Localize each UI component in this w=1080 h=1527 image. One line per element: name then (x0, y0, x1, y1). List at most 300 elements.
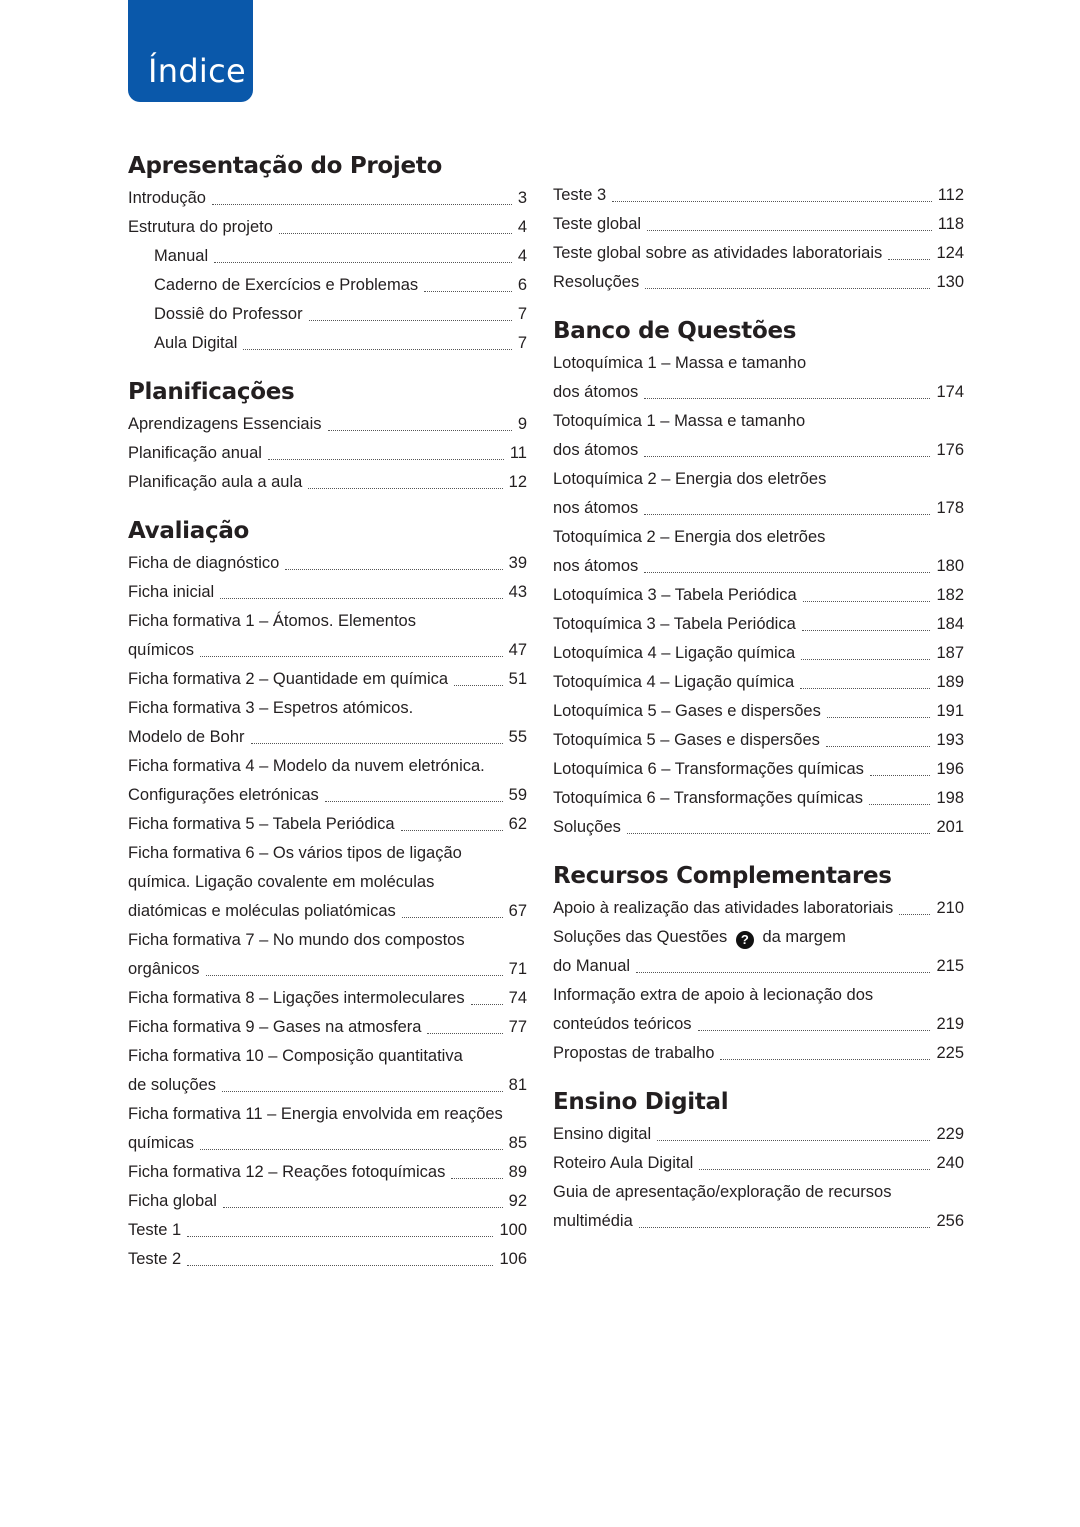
toc-entry-line (553, 1149, 964, 1178)
toc-entry-text: Totoquímica 3 – Tabela Periódica (553, 615, 796, 633)
toc-entry-line (128, 665, 527, 694)
toc-entry[interactable] (128, 926, 527, 984)
page-number[interactable]: 193 (936, 731, 964, 749)
toc-entry-line (553, 552, 964, 581)
dot-leader (802, 624, 931, 632)
toc-entry[interactable] (128, 694, 527, 752)
toc-entry[interactable] (128, 839, 527, 926)
page-number[interactable]: 219 (936, 1015, 964, 1033)
toc-entry-text: Propostas de trabalho (553, 1044, 715, 1062)
dot-leader (698, 1024, 931, 1032)
toc-entry-text: Ficha formativa 4 – Modelo da nuvem eletrónica. (128, 757, 485, 775)
dot-leader (268, 453, 504, 461)
toc-entry-text: multimédia (553, 1212, 633, 1230)
toc-entry[interactable] (128, 300, 527, 329)
dot-leader (827, 711, 931, 719)
toc-entry-line (553, 813, 964, 842)
dot-leader (402, 911, 503, 919)
toc-entry[interactable] (553, 1178, 964, 1236)
dot-leader (200, 1143, 503, 1151)
toc-entry-line (128, 752, 527, 781)
page-number[interactable]: 130 (936, 273, 964, 291)
dot-leader (826, 740, 931, 748)
toc-section-planificacoes (128, 374, 527, 497)
dot-leader (720, 1053, 930, 1061)
toc-entry[interactable] (553, 1120, 964, 1149)
toc-section-recursos-complementares (553, 858, 964, 1068)
page-number[interactable]: 215 (936, 957, 964, 975)
dot-leader (451, 1172, 502, 1180)
dot-leader (800, 682, 930, 690)
toc-entry-text: Dossiê do Professor (154, 305, 303, 323)
dot-leader (454, 679, 503, 687)
dot-leader (220, 592, 502, 600)
dot-leader (471, 998, 503, 1006)
toc-entry[interactable] (553, 610, 964, 639)
dot-leader (401, 824, 503, 832)
toc-entry-line (128, 184, 527, 213)
toc-entry[interactable] (553, 523, 964, 581)
page-number[interactable]: 92 (508, 1192, 527, 1210)
dot-leader (279, 227, 512, 235)
toc-entry[interactable] (553, 581, 964, 610)
toc-entry-text: Planificação aula a aula (128, 473, 303, 491)
toc-entry-text: Resoluções (553, 273, 640, 291)
toc-entry-line (128, 271, 527, 300)
toc-entry[interactable] (128, 242, 527, 271)
toc-entry-text: Ficha formativa 5 – Tabela Periódica (128, 815, 395, 833)
toc-entry-text: Lotoquímica 3 – Tabela Periódica (553, 586, 797, 604)
dot-leader (223, 1201, 503, 1209)
page-number[interactable]: 174 (936, 383, 964, 401)
dot-leader (200, 650, 503, 658)
section-heading: Avaliação (128, 518, 250, 544)
toc-entry-line (553, 668, 964, 697)
toc-left-column (128, 148, 527, 1274)
toc-entry[interactable] (128, 213, 527, 242)
toc-entry-text: Ficha global (128, 1192, 217, 1210)
toc-entry[interactable] (128, 329, 527, 358)
dot-leader (636, 966, 930, 974)
toc-entry-line (128, 1013, 527, 1042)
section-heading: Banco de Questões (553, 318, 797, 344)
toc-entry[interactable] (553, 639, 964, 668)
toc-entry-text (553, 923, 846, 952)
toc-entry-text: Estrutura do projeto (128, 218, 273, 236)
toc-entry[interactable] (553, 210, 964, 239)
toc-entry-line (553, 981, 964, 1010)
dot-leader (644, 566, 930, 574)
toc-entry-text: Manual (154, 247, 209, 265)
page-number[interactable]: 182 (936, 586, 964, 604)
toc-entry-text: nos átomos (553, 557, 639, 575)
toc-entry-text: Teste 1 (128, 1221, 182, 1239)
page-title: Índice (148, 52, 247, 90)
dot-leader (627, 827, 931, 835)
page-number[interactable]: 191 (936, 702, 964, 720)
dot-leader (212, 198, 512, 206)
toc-entry-text: Ficha formativa 3 – Espetros atómicos. (128, 699, 414, 717)
toc-entry-line (128, 1158, 527, 1187)
dot-leader (243, 343, 511, 351)
page-number[interactable]: 47 (508, 641, 527, 659)
toc-entry-line (553, 210, 964, 239)
toc-entry-text: Soluções (553, 818, 621, 836)
dot-leader (222, 1085, 503, 1093)
toc-entry-line (553, 784, 964, 813)
dot-leader (870, 769, 931, 777)
toc-entry-line (128, 410, 527, 439)
toc-entry[interactable] (128, 184, 527, 213)
toc-right-column (553, 181, 964, 1236)
toc-entry[interactable] (128, 1100, 527, 1158)
toc-section-apresentacao-do-projeto (128, 148, 527, 358)
dot-leader (285, 563, 502, 571)
toc-entry-text: Planificação anual (128, 444, 262, 462)
toc-entry-line (128, 926, 527, 955)
toc-entry[interactable] (553, 407, 964, 465)
dot-leader (803, 595, 931, 603)
dot-leader (657, 1134, 930, 1142)
toc-entry-line (553, 610, 964, 639)
toc-entry-text: Guia de apresentação/exploração de recursos (553, 1183, 892, 1201)
page-number[interactable]: 210 (936, 899, 964, 917)
toc-entry-text: dos átomos (553, 383, 639, 401)
toc-entry-text: Ensino digital (553, 1125, 652, 1143)
toc-entry-line (553, 378, 964, 407)
toc-entry-text: Lotoquímica 4 – Ligação química (553, 644, 796, 662)
toc-entry-text: Ficha inicial (128, 583, 215, 601)
toc-entry-line (553, 1178, 964, 1207)
toc-entry-text: de soluções (128, 1076, 217, 1094)
page-number[interactable]: 198 (936, 789, 964, 807)
page-number[interactable]: 62 (508, 815, 527, 833)
dot-leader (888, 253, 930, 261)
toc-entry-text: Ficha formativa 9 – Gases na atmosfera (128, 1018, 422, 1036)
toc-entry-text: dos átomos (553, 441, 639, 459)
dot-leader (644, 392, 930, 400)
page-number[interactable]: 89 (508, 1163, 527, 1181)
toc-entry[interactable] (128, 439, 527, 468)
section-heading: Apresentação do Projeto (128, 153, 442, 179)
toc-entry-line (553, 407, 964, 436)
toc-entry-text: Ficha formativa 12 – Reações fotoquímicas (128, 1163, 446, 1181)
toc-entry-line (553, 1010, 964, 1039)
toc-entry[interactable] (553, 349, 964, 407)
toc-entry[interactable] (553, 268, 964, 297)
page-number[interactable]: 9 (517, 415, 527, 433)
toc-entry-text: Roteiro Aula Digital (553, 1154, 694, 1172)
page-number[interactable]: 4 (517, 247, 527, 265)
page-number[interactable]: 100 (499, 1221, 527, 1239)
question-circle-icon: ? (736, 931, 754, 949)
toc-entry-line (553, 1207, 964, 1236)
toc-entry[interactable] (128, 665, 527, 694)
toc-entry[interactable] (128, 1245, 527, 1274)
page-number[interactable]: 67 (508, 902, 527, 920)
toc-entry-line (128, 868, 527, 897)
toc-entry-line (553, 494, 964, 523)
page-number[interactable]: 71 (508, 960, 527, 978)
dot-leader (647, 224, 932, 232)
toc-entry-text: química. Ligação covalente em moléculas (128, 873, 435, 891)
toc-entry-line (553, 349, 964, 378)
dot-leader (869, 798, 930, 806)
toc-entry-line (128, 839, 527, 868)
dot-leader (206, 969, 503, 977)
toc-entry[interactable] (128, 549, 527, 578)
toc-entry-line (553, 697, 964, 726)
page-number[interactable]: 112 (937, 186, 964, 204)
toc-entry[interactable] (553, 813, 964, 842)
toc-entry-text: Aula Digital (154, 334, 238, 352)
toc-entry-line (553, 465, 964, 494)
toc-entry-line (553, 239, 964, 268)
dot-leader (699, 1163, 930, 1171)
page-number[interactable]: 81 (508, 1076, 527, 1094)
toc-entry[interactable] (128, 984, 527, 1013)
toc-entry-line (128, 329, 527, 358)
page-number[interactable]: 118 (937, 215, 964, 233)
toc-entry-line (553, 436, 964, 465)
toc-entry-line (128, 1216, 527, 1245)
toc-entry-line (128, 636, 527, 665)
toc-entry-text: Totoquímica 2 – Energia dos eletrões (553, 528, 826, 546)
toc-entry-line (553, 894, 964, 923)
toc-entry-text: Informação extra de apoio à lecionação dos (553, 986, 874, 1004)
toc-entry[interactable] (553, 181, 964, 210)
dot-leader (639, 1221, 931, 1229)
toc-entry-line (128, 468, 527, 497)
dot-leader (644, 508, 930, 516)
toc-entry[interactable] (553, 981, 964, 1039)
toc-entry-line (128, 781, 527, 810)
page-number[interactable]: 3 (517, 189, 527, 207)
toc-entry-line (128, 694, 527, 723)
toc-entry-text: diatómicas e moléculas poliatómicas (128, 902, 396, 920)
dot-leader (308, 482, 502, 490)
dot-leader (644, 450, 930, 458)
toc-section-continued (553, 181, 964, 297)
toc-entry[interactable] (128, 810, 527, 839)
page-number[interactable]: 77 (508, 1018, 527, 1036)
toc-entry[interactable] (128, 578, 527, 607)
page-number[interactable]: 180 (936, 557, 964, 575)
toc-entry[interactable] (128, 607, 527, 665)
dot-leader (187, 1259, 493, 1267)
page-number[interactable]: 196 (936, 760, 964, 778)
toc-entry-line (128, 1100, 527, 1129)
toc-entry-line (128, 723, 527, 752)
toc-entry-text: químicos (128, 641, 195, 659)
page-number[interactable]: 85 (508, 1134, 527, 1152)
toc-entry[interactable] (553, 784, 964, 813)
page-number[interactable]: 43 (508, 583, 527, 601)
toc-entry-text: Totoquímica 1 – Massa e tamanho (553, 412, 806, 430)
toc-entry-line (128, 1071, 527, 1100)
index-header-tab (128, 0, 253, 102)
toc-entry-text: Ficha formativa 8 – Ligações intermoleculares (128, 989, 465, 1007)
toc-entry[interactable] (128, 1187, 527, 1216)
page-number[interactable]: 106 (499, 1250, 527, 1268)
toc-entry-text: Teste global sobre as atividades laboratoriais (553, 244, 883, 262)
toc-section-avaliacao (128, 513, 527, 1274)
toc-entry-line (553, 639, 964, 668)
toc-entry-text: Lotoquímica 1 – Massa e tamanho (553, 354, 807, 372)
page-number[interactable]: 184 (936, 615, 964, 633)
toc-entry-line (128, 1187, 527, 1216)
toc-entry-line (553, 755, 964, 784)
toc-entry-text: Aprendizagens Essenciais (128, 415, 322, 433)
toc-entry-text: Introdução (128, 189, 206, 207)
toc-entry[interactable] (128, 1042, 527, 1100)
toc-entry-line (128, 1245, 527, 1274)
toc-entry-text: nos átomos (553, 499, 639, 517)
toc-entry[interactable] (128, 271, 527, 300)
toc-entry-line (553, 952, 964, 981)
section-heading: Recursos Complementares (553, 863, 892, 889)
page-number[interactable]: 7 (517, 334, 527, 352)
dot-leader (328, 424, 512, 432)
dot-leader (251, 737, 503, 745)
toc-entry-line (128, 439, 527, 468)
toc-entry-line (128, 1129, 527, 1158)
dot-leader (424, 285, 512, 293)
toc-entry-text: Caderno de Exercícios e Problemas (154, 276, 419, 294)
toc-entry-line (128, 810, 527, 839)
toc-entry-text: Lotoquímica 5 – Gases e dispersões (553, 702, 821, 720)
toc-entry-line (128, 607, 527, 636)
toc-entry-text: conteúdos teóricos (553, 1015, 692, 1033)
toc-entry-line (553, 268, 964, 297)
dot-leader (427, 1027, 502, 1035)
toc-entry-text: Ficha formativa 6 – Os vários tipos de ligação (128, 844, 462, 862)
toc-entry-text: químicas (128, 1134, 195, 1152)
toc-entry[interactable] (553, 668, 964, 697)
toc-entry-text: Ficha formativa 11 – Energia envolvida em reações (128, 1105, 503, 1123)
toc-entry-text: Teste 2 (128, 1250, 182, 1268)
toc-entry-line (128, 242, 527, 271)
page-number[interactable]: 240 (936, 1154, 964, 1172)
toc-entry-line (128, 897, 527, 926)
page-number[interactable]: 74 (508, 989, 527, 1007)
toc-entry[interactable] (553, 697, 964, 726)
page-number[interactable]: 59 (508, 786, 527, 804)
dot-leader (187, 1230, 493, 1238)
toc-entry-text: Totoquímica 5 – Gases e dispersões (553, 731, 820, 749)
toc-entry-text: Totoquímica 6 – Transformações químicas (553, 789, 863, 807)
toc-entry-line (128, 578, 527, 607)
page-number[interactable]: 225 (936, 1044, 964, 1062)
toc-entry-text: Ficha de diagnóstico (128, 554, 280, 572)
page-number[interactable]: 124 (936, 244, 964, 262)
toc-entry-line (128, 955, 527, 984)
toc-entry-text: Lotoquímica 6 – Transformações químicas (553, 760, 864, 778)
toc-entry[interactable] (553, 755, 964, 784)
dot-leader (309, 314, 512, 322)
page-number[interactable]: 4 (517, 218, 527, 236)
toc-entry-line (128, 300, 527, 329)
toc-entry-text: Teste 3 (553, 186, 607, 204)
toc-entry-text-part: Soluções das Questões (553, 928, 732, 946)
page-number[interactable]: 11 (509, 444, 527, 462)
dot-leader (214, 256, 512, 264)
toc-entry-text: Ficha formativa 1 – Átomos. Elementos (128, 612, 416, 630)
toc-entry-text: Teste global (553, 215, 642, 233)
toc-entry[interactable] (553, 894, 964, 923)
toc-entry[interactable] (128, 1216, 527, 1245)
toc-entry-text: orgânicos (128, 960, 200, 978)
section-heading: Ensino Digital (553, 1089, 729, 1115)
page-number[interactable]: 176 (936, 441, 964, 459)
toc-entry-line (553, 523, 964, 552)
toc-entry-text: Totoquímica 4 – Ligação química (553, 673, 795, 691)
toc-entry[interactable] (553, 923, 964, 981)
page-number[interactable]: 256 (936, 1212, 964, 1230)
toc-entry-text: Configurações eletrónicas (128, 786, 319, 804)
toc-entry-text: Ficha formativa 2 – Quantidade em química (128, 670, 449, 688)
toc-entry-line (128, 213, 527, 242)
toc-entry-line (553, 1120, 964, 1149)
toc-entry[interactable] (128, 1158, 527, 1187)
toc-entry-text: Lotoquímica 2 – Energia dos eletrões (553, 470, 827, 488)
toc-entry[interactable] (553, 726, 964, 755)
toc-entry-line (128, 549, 527, 578)
dot-leader (801, 653, 930, 661)
toc-entry-text: Modelo de Bohr (128, 728, 245, 746)
page-number[interactable]: 12 (508, 473, 527, 491)
toc-section-banco-de-questoes (553, 313, 964, 842)
toc-entry-text-part: da margem (757, 928, 846, 946)
toc-entry-line (128, 984, 527, 1013)
page-number[interactable]: 7 (517, 305, 527, 323)
dot-leader (899, 908, 930, 916)
toc-entry[interactable] (128, 752, 527, 810)
page-number[interactable]: 51 (508, 670, 527, 688)
page-number[interactable]: 201 (936, 818, 964, 836)
toc-entry[interactable] (128, 410, 527, 439)
page-number[interactable]: 187 (936, 644, 964, 662)
toc-entry-text: Ficha formativa 10 – Composição quantitativa (128, 1047, 463, 1065)
page-number[interactable]: 189 (936, 673, 964, 691)
toc-entry-line (553, 726, 964, 755)
page-number[interactable]: 6 (517, 276, 527, 294)
toc-entry-text: Apoio à realização das atividades laboratoriais (553, 899, 894, 917)
toc-section-ensino-digital (553, 1084, 964, 1236)
toc-entry-text: do Manual (553, 957, 631, 975)
page-number[interactable]: 229 (936, 1125, 964, 1143)
toc-entry-line (128, 1042, 527, 1071)
page-number[interactable]: 178 (936, 499, 964, 517)
toc-entry-line (553, 581, 964, 610)
dot-leader (325, 795, 503, 803)
page-number[interactable]: 55 (508, 728, 527, 746)
toc-entry-text: Ficha formativa 7 – No mundo dos compostos (128, 931, 465, 949)
toc-entry[interactable] (553, 1149, 964, 1178)
page-number[interactable]: 39 (508, 554, 527, 572)
dot-leader (645, 282, 930, 290)
toc-entry-line (553, 1039, 964, 1068)
toc-entry[interactable] (128, 468, 527, 497)
section-heading: Planificações (128, 379, 295, 405)
toc-entry[interactable] (553, 1039, 964, 1068)
dot-leader (612, 195, 931, 203)
toc-entry[interactable] (553, 465, 964, 523)
toc-entry-line (553, 181, 964, 210)
toc-entry-line (553, 923, 964, 952)
toc-entry[interactable] (553, 239, 964, 268)
toc-entry[interactable] (128, 1013, 527, 1042)
